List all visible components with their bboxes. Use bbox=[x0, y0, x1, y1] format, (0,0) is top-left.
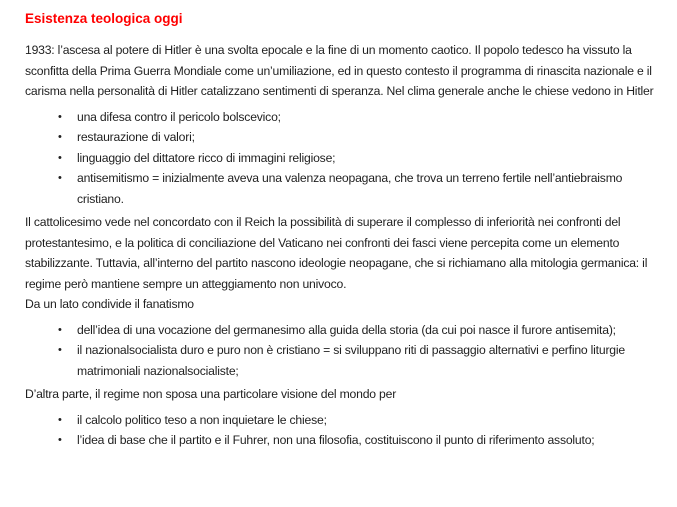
bullet-icon: • bbox=[58, 131, 62, 143]
list-item bbox=[58, 107, 661, 128]
list-item-text: il nazionalsocialista duro e puro non è cristiano = si sviluppano riti di passaggio alternativi e perfino liturgie matrimoniali nazionalsocialiste; bbox=[77, 343, 625, 378]
list-item-text: il calcolo politico teso a non inquietare le chiese; bbox=[77, 412, 327, 427]
list-item-text: restaurazione di valori; bbox=[77, 130, 195, 144]
hitler-views-list bbox=[25, 107, 661, 210]
list-item-text: dell’idea di una vocazione del germanesimo alla guida della storia (da cui poi nasce il furore antisemita); bbox=[77, 322, 616, 337]
list-item bbox=[58, 127, 661, 148]
list-item bbox=[58, 410, 661, 431]
regime-reasons-list bbox=[25, 410, 661, 451]
list-item bbox=[58, 320, 661, 341]
bullet-icon: • bbox=[58, 434, 62, 446]
regime-paragraph: D’altra parte, il regime non sposa una particolare visione del mondo per bbox=[25, 387, 397, 401]
list-item-text: antisemitismo = inizialmente aveva una valenza neopagana, che trova un terreno fertile nell’antiebraismo cristiano. bbox=[77, 171, 623, 206]
list-item-text: l’idea di base che il partito e il Fuhrer, non una filosofia, costituiscono il punto di riferimento assoluto; bbox=[77, 433, 595, 447]
bullet-icon: • bbox=[58, 172, 62, 184]
list-item bbox=[58, 168, 661, 209]
fanaticism-list bbox=[25, 320, 661, 382]
list-item bbox=[58, 340, 661, 381]
list-item-text: una difesa contro il pericolo bolscevico; bbox=[77, 109, 281, 124]
list-item bbox=[58, 148, 661, 169]
fanaticism-lead-paragraph: Da un lato condivide il fanatismo bbox=[25, 297, 194, 311]
bullet-icon: • bbox=[58, 110, 62, 123]
list-item-text: linguaggio del dittatore ricco di immagini religiose; bbox=[77, 150, 336, 165]
bullet-icon: • bbox=[58, 323, 62, 336]
catholicism-paragraph: Il cattolicesimo vede nel concordato con il Reich la possibilità di superare il complesso di inferiorità nei confronti del protestantesimo, e la politica di conciliazione del Vaticano nei confronti dei fasci viene percepita come un elemento stabilizzante. Tuttavia, all’interno del partito nascono ideologie neopagane, che si richiamano alla mitologia germanica: il regime però mantiene sempre un atteggiamento non univoco. bbox=[25, 215, 648, 291]
bullet-icon: • bbox=[58, 413, 62, 426]
bullet-icon: • bbox=[58, 151, 62, 164]
list-item bbox=[58, 430, 661, 451]
document-title: Esistenza teologica oggi bbox=[25, 11, 183, 26]
intro-paragraph: 1933: l’ascesa al potere di Hitler è una svolta epocale e la fine di un momento caotico. Il popolo tedesco ha vissuto la sconfitta della Prima Guerra Mondiale come un’umiliazione, ed in questo contesto il programma di rinascita nazionale e il carisma nella personalità di Hitler catalizzano sentimenti di speranza. Nel clima generale anche le chiese vedono in Hitler bbox=[25, 43, 654, 98]
bullet-icon: • bbox=[58, 344, 62, 356]
